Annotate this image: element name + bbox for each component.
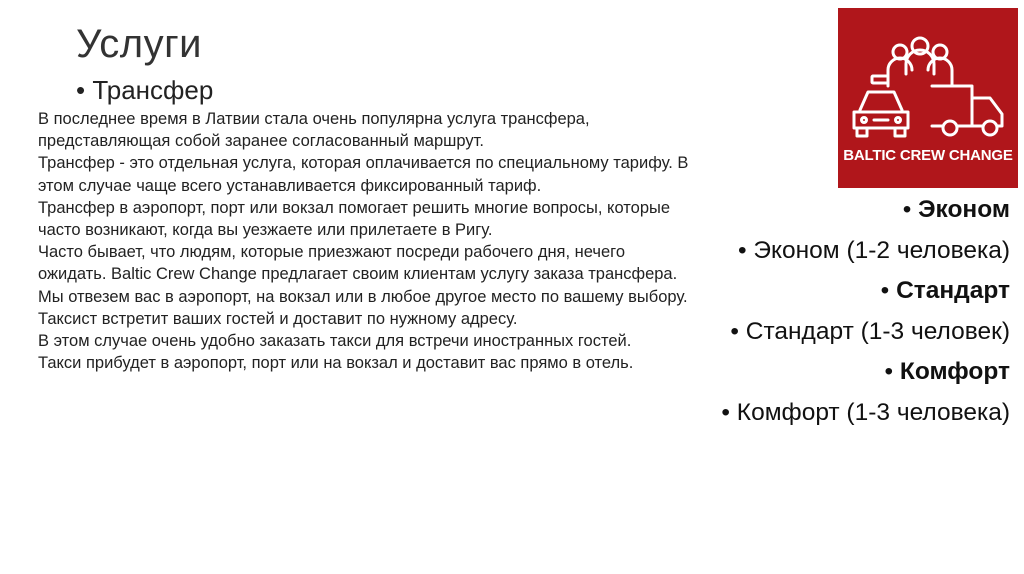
paragraph: В последнее время в Латвии стала очень популярна услуга трансфера, представляющая собой заранее согласованный маршрут. [38,110,590,151]
tier-heading: • Эконом [650,190,1010,231]
paragraph: Таксист встретит ваших гостей и доставит по нужному адресу. [38,309,518,328]
paragraph: Трансфер - это отдельная услуга, которая оплачивается по специальному тарифу. В этом случае чаще всего устанавливается фиксированный тариф. [38,154,689,195]
company-logo [838,8,1018,188]
paragraph: Мы отвезем вас в аэропорт, на вокзал или в любое другое место по вашему выбору. [38,287,688,306]
section-subtitle: • Трансфер [76,75,214,105]
paragraph: Часто бывает, что людям, которые приезжают посреди рабочего дня, нечего ожидать. Baltic Crew Change предлагает своим клиентам услугу заказа трансфера. [38,243,678,284]
tier-item: • Стандарт (1-3 человек) [650,312,1010,353]
body-text [38,108,698,374]
logo-text: BALTIC CREW CHANGE [843,147,1013,164]
paragraph: Трансфер в аэропорт, порт или вокзал помогает решить многие вопросы, которые часто возникают, когда вы уезжаете или прилетаете в Ригу. [38,198,671,240]
taxi-icon [854,76,908,136]
tier-item: • Комфорт (1-3 человека) [650,393,1010,434]
page-title: Услуги [76,22,203,66]
service-tiers-list [650,190,1010,433]
tier-item: • Эконом (1-2 человека) [650,231,1010,272]
paragraph: В этом случае очень удобно заказать такси для встречи иностранных гостей. [38,332,632,351]
section-subtitle-text: Трансфер [92,75,214,105]
truck-icon [932,86,1002,135]
tier-heading: • Стандарт [650,271,1010,312]
people-icon [888,38,952,86]
paragraph: Такси прибудет в аэропорт, порт или на вокзал и доставит вас прямо в отель. [38,354,634,373]
tier-heading: • Комфорт [650,352,1010,393]
